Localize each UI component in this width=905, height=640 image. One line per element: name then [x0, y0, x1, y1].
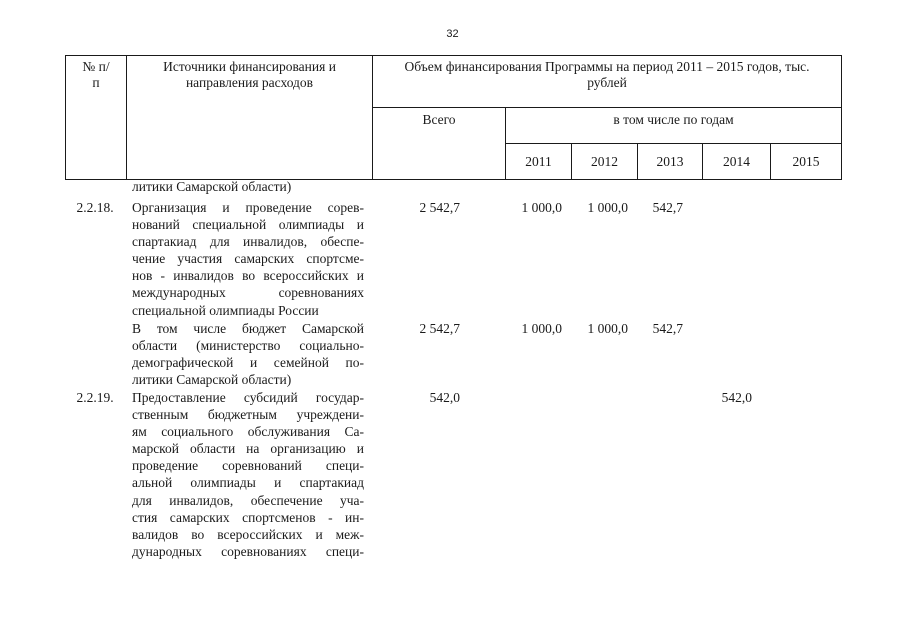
total-value: 2 542,7 — [419, 200, 460, 215]
carryover-text — [132, 178, 364, 195]
value-2012: 1 000,0 — [587, 321, 628, 336]
description-line: Организация и проведение сорев- — [132, 200, 364, 215]
description-line: демографической и семейной по- — [132, 355, 364, 371]
description-line: стия самарских спортсменов - ин- — [132, 509, 364, 525]
header-year-2011: 2011 — [506, 144, 572, 180]
value-2012: 1 000,0 — [587, 200, 628, 215]
description-line: нований специальной олимпиады и — [132, 217, 364, 233]
header-by-years: в том числе по годам — [506, 108, 842, 144]
row-description — [132, 389, 364, 560]
description-line: литики Самарской области) — [132, 372, 292, 388]
description-line: ственным бюджетным учреждени- — [132, 407, 364, 423]
header-volume-column: Объем финансирования Программы на период 2011 – 2015 годов, тыс. рублей — [373, 56, 842, 108]
total-value: 2 542,7 — [419, 321, 460, 336]
description-line: международных соревнованиях — [132, 285, 364, 301]
description-line: чение участия самарских спортсме- — [132, 251, 364, 267]
description-line: В том числе бюджет Самарской — [132, 321, 364, 336]
header-number-column: № п/п — [66, 56, 127, 180]
header-year-2014: 2014 — [703, 144, 771, 180]
value-2011: 1 000,0 — [521, 321, 562, 336]
description-line: дународных соревнованиях специ- — [132, 543, 364, 559]
value-2013: 542,7 — [652, 200, 683, 215]
description-line: альной олимпиады и спартакиад — [132, 475, 364, 491]
header-year-2015: 2015 — [771, 144, 842, 180]
total-value: 542,0 — [429, 390, 460, 405]
description-line: проведение соревнований специ- — [132, 458, 364, 474]
value-2011: 1 000,0 — [521, 200, 562, 215]
description-line: валидов во всероссийских и меж- — [132, 526, 364, 542]
description-line: области (министерство социально- — [132, 338, 364, 354]
description-line: спартакиад для инвалидов, обеспе- — [132, 234, 364, 250]
value-2013: 542,7 — [652, 321, 683, 336]
header-year-2013: 2013 — [638, 144, 703, 180]
description-line: Предоставление субсидий государ- — [132, 390, 364, 405]
row-description — [132, 199, 364, 319]
page-number: 32 — [446, 28, 459, 40]
description-line: марской области на организацию и — [132, 441, 364, 457]
row-number: 2.2.19. — [76, 390, 114, 405]
description-line: для инвалидов, обеспечение уча- — [132, 492, 364, 508]
description-line: специальной олимпиады России — [132, 302, 319, 318]
row-description — [132, 320, 364, 388]
header-year-2012: 2012 — [572, 144, 638, 180]
carryover-line: литики Самарской области) — [132, 179, 292, 194]
header-total-column: Всего — [373, 108, 506, 180]
header-source-column: Источники финансирования и направления расходов — [127, 56, 373, 180]
table-header — [65, 55, 842, 180]
value-2014: 542,0 — [721, 390, 752, 405]
description-line: ям социального обслуживания Са- — [132, 424, 364, 440]
row-number: 2.2.18. — [76, 200, 114, 215]
description-line: нов - инвалидов во всероссийских и — [132, 268, 364, 284]
